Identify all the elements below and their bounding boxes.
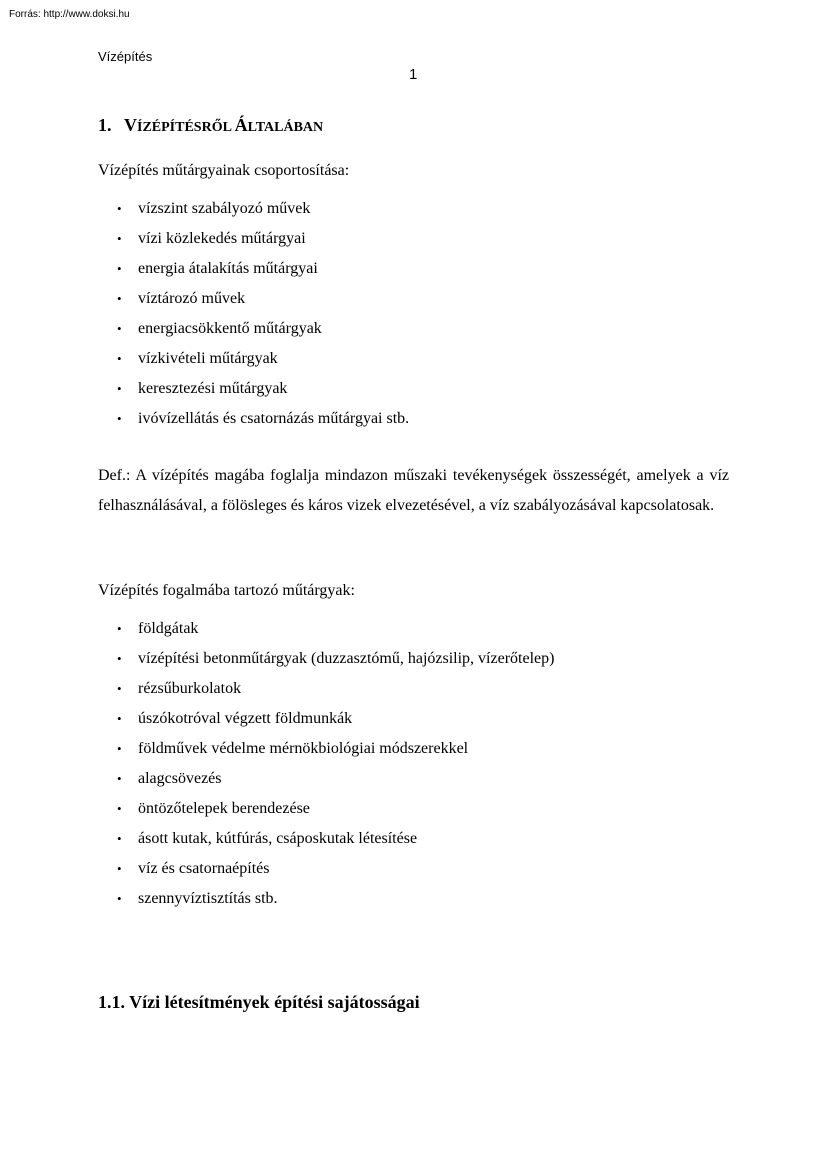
bullet-icon: •	[117, 741, 122, 756]
list-item: • keresztezési műtárgyak	[98, 374, 409, 404]
definition-paragraph: Def.: A vízépítés magába foglalja mindazon műszaki tevékenységek összességét, amelyek a víz felhasználásával, a fölösleges és káros vizek elvezetésével, a víz szabályozásával kapcsolatosak.	[98, 467, 729, 514]
structures-list-2	[98, 614, 554, 914]
list-item: • szennyvíztisztítás stb.	[98, 884, 554, 914]
bullet-icon: •	[117, 381, 122, 396]
intro-paragraph-2: Vízépítés fogalmába tartozó műtárgyak:	[98, 582, 355, 599]
bullet-icon: •	[117, 711, 122, 726]
heading-cap-1: V	[124, 115, 137, 135]
page-number: 1	[409, 66, 418, 83]
section-heading-1-1: 1.1. Vízi létesítmények építési sajátosságai	[98, 992, 420, 1012]
list-item: • úszókotróval végzett földmunkák	[98, 704, 554, 734]
intro-paragraph-1: Vízépítés műtárgyainak csoportosítása:	[98, 162, 350, 179]
list-item: • vízépítési betonműtárgyak (duzzasztómű, hajózsilip, vízerőtelep)	[98, 644, 554, 674]
section-number: 1.	[98, 115, 112, 135]
bullet-icon: •	[117, 861, 122, 876]
heading-rest-1: ÍZÉPÍTÉSRŐL	[137, 120, 235, 135]
bullet-icon: •	[117, 831, 122, 846]
section-heading-1	[98, 115, 323, 136]
bullet-icon: •	[117, 621, 122, 636]
list-item: • vízi közlekedés műtárgyai	[98, 224, 409, 254]
bullet-icon: •	[117, 291, 122, 306]
list-item: • öntözőtelepek berendezése	[98, 794, 554, 824]
list-item: • ivóvízellátás és csatornázás műtárgyai stb.	[98, 404, 409, 434]
bullet-icon: •	[117, 351, 122, 366]
bullet-icon: •	[117, 891, 122, 906]
source-url: Forrás: http://www.doksi.hu	[9, 9, 130, 20]
bullet-icon: •	[117, 261, 122, 276]
list-item: • vízkivételi műtárgyak	[98, 344, 409, 374]
bullet-icon: •	[117, 651, 122, 666]
list-item: • földgátak	[98, 614, 554, 644]
bullet-icon: •	[117, 771, 122, 786]
structures-list-1	[98, 194, 409, 434]
list-item: • rézsűburkolatok	[98, 674, 554, 704]
list-item: • energiacsökkentő műtárgyak	[98, 314, 409, 344]
heading-cap-2: Á	[234, 115, 248, 135]
bullet-icon: •	[117, 681, 122, 696]
list-item: • víztározó művek	[98, 284, 409, 314]
list-item: • energia átalakítás műtárgyai	[98, 254, 409, 284]
bullet-icon: •	[117, 801, 122, 816]
running-header: Vízépítés	[98, 49, 153, 64]
heading-rest-2: LTALÁBAN	[247, 120, 324, 135]
list-item: • víz és csatornaépítés	[98, 854, 554, 884]
list-item: • vízszint szabályozó művek	[98, 194, 409, 224]
bullet-icon: •	[117, 231, 122, 246]
list-item: • alagcsövezés	[98, 764, 554, 794]
bullet-icon: •	[117, 321, 122, 336]
bullet-icon: •	[117, 411, 122, 426]
list-item: • földművek védelme mérnökbiológiai módszerekkel	[98, 734, 554, 764]
bullet-icon: •	[117, 201, 122, 216]
list-item: • ásott kutak, kútfúrás, csáposkutak létesítése	[98, 824, 554, 854]
